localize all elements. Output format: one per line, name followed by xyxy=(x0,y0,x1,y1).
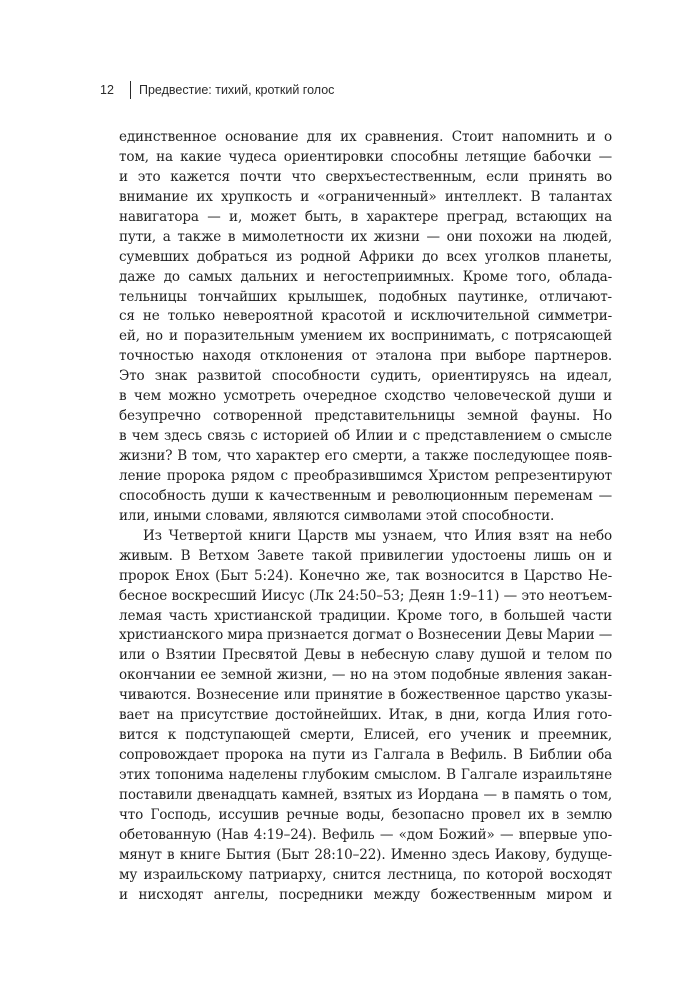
paragraph-2 xyxy=(119,527,612,906)
text-line: сумевших добраться из родной Африки до всех уголков планеты, xyxy=(119,248,612,265)
text-line: христианского мира признается догмат о Вознесении Девы Марии — xyxy=(119,627,613,644)
text-line: ление пророка рядом с преобразившимся Христом репрезентируют xyxy=(119,467,612,484)
text-line: даже до самых дальних и негостеприимных. Кроме того, облада- xyxy=(119,268,612,285)
text-line: жизни? В том, что характер его смерти, а также последующее появ- xyxy=(119,448,612,464)
text-line: или о Взятии Пресвятой Девы в небесную славу душой и телом по xyxy=(119,647,612,664)
body-text xyxy=(119,128,612,906)
text-line: ся не только невероятной красотой и исключительной симметри- xyxy=(119,308,612,325)
text-line: что Господь, иссушив речные воды, безопасно провел их в землю xyxy=(119,806,612,823)
text-line: чиваются. Вознесение или принятие в божественное царство указы- xyxy=(119,687,612,704)
text-line: безупречно сотворенной представительницы земной фауны. Но xyxy=(119,408,612,425)
text-line: внимание их хрупкость и «ограниченный» интеллект. В талантах xyxy=(119,188,612,205)
running-title: Предвестие: тихий, кроткий голос xyxy=(139,83,335,97)
text-line: вает на присутствие достойнейших. Итак, в дни, когда Илия гото- xyxy=(119,707,612,724)
text-line: Из Четвертой книги Царств мы узнаем, что Илия взят на небо xyxy=(143,527,612,544)
text-line: лемая часть христианской традиции. Кроме того, в большей части xyxy=(119,607,612,624)
text-line: пути, а также в мимолетности их жизни — они похожи на людей, xyxy=(119,228,612,245)
text-line: сопровождает пророка на пути из Галгала в Вефиль. В Библии оба xyxy=(119,747,612,764)
text-line: навигатора — и, может быть, в характере преград, встающих на xyxy=(119,208,612,225)
text-line: том, на какие чудеса ориентировки способны летящие бабочки — xyxy=(119,148,612,165)
text-line: окончании ее земной жизни, — но на этом подобные явления закан- xyxy=(119,667,612,684)
text-line: в чем здесь связь с историей об Илии и с представлением о смысле xyxy=(119,428,612,445)
paragraph-1 xyxy=(119,128,612,527)
text-line: Это знак развитой способности судить, ориентируясь на идеал, xyxy=(119,368,612,385)
text-line: тельницы тончайших крылышек, подобных паутинке, отличают- xyxy=(119,288,612,305)
text-line: способность души к качественным и революционным переменам — xyxy=(119,487,612,504)
text-line: живым. В Ветхом Завете такой привилегии удостоены лишь он и xyxy=(119,547,612,564)
text-line: единственное основание для их сравнения. Стоит напомнить и о xyxy=(119,129,612,145)
text-line: и нисходят ангелы, посредники между божественным миром и xyxy=(119,886,612,903)
text-line: обетованную (Нав 4:19–24). Вефиль — «дом Божий» — впервые упо- xyxy=(119,826,612,843)
text-line: или, иными словами, являются символами этой способности. xyxy=(119,507,555,524)
text-line: ей, но и поразительным умением их воспринимать, с потрясающей xyxy=(119,328,612,345)
header-divider xyxy=(130,81,131,99)
text-line: вится к подступающей смерти, Елисей, его ученик и преемник, xyxy=(119,727,612,744)
page-number: 12 xyxy=(100,83,114,97)
text-line: бесное воскресший Иисус (Лк 24:50–53; Деян 1:9–11) — это неотъем- xyxy=(119,587,612,604)
running-header xyxy=(100,80,334,100)
text-line: му израильскому патриарху, снится лестница, по которой восходят xyxy=(119,866,612,883)
text-line: пророк Енох (Быт 5:24). Конечно же, так возносится в Царство Не- xyxy=(119,567,612,584)
text-line: и это кажется почти что сверхъестественным, если принять во xyxy=(119,168,612,185)
text-line: в чем можно усмотреть очередное сходство человеческой души и xyxy=(119,388,612,405)
text-line: поставили двенадцать камней, взятых из Иордана — в память о том, xyxy=(119,786,612,803)
text-line: точностью находя отклонения от эталона при выборе партнеров. xyxy=(119,348,612,365)
text-line: этих топонима наделены глубоким смыслом. В Галгале израильтяне xyxy=(119,767,612,783)
text-line: мянут в книге Бытия (Быт 28:10–22). Именно здесь Иакову, будуще- xyxy=(119,846,612,863)
